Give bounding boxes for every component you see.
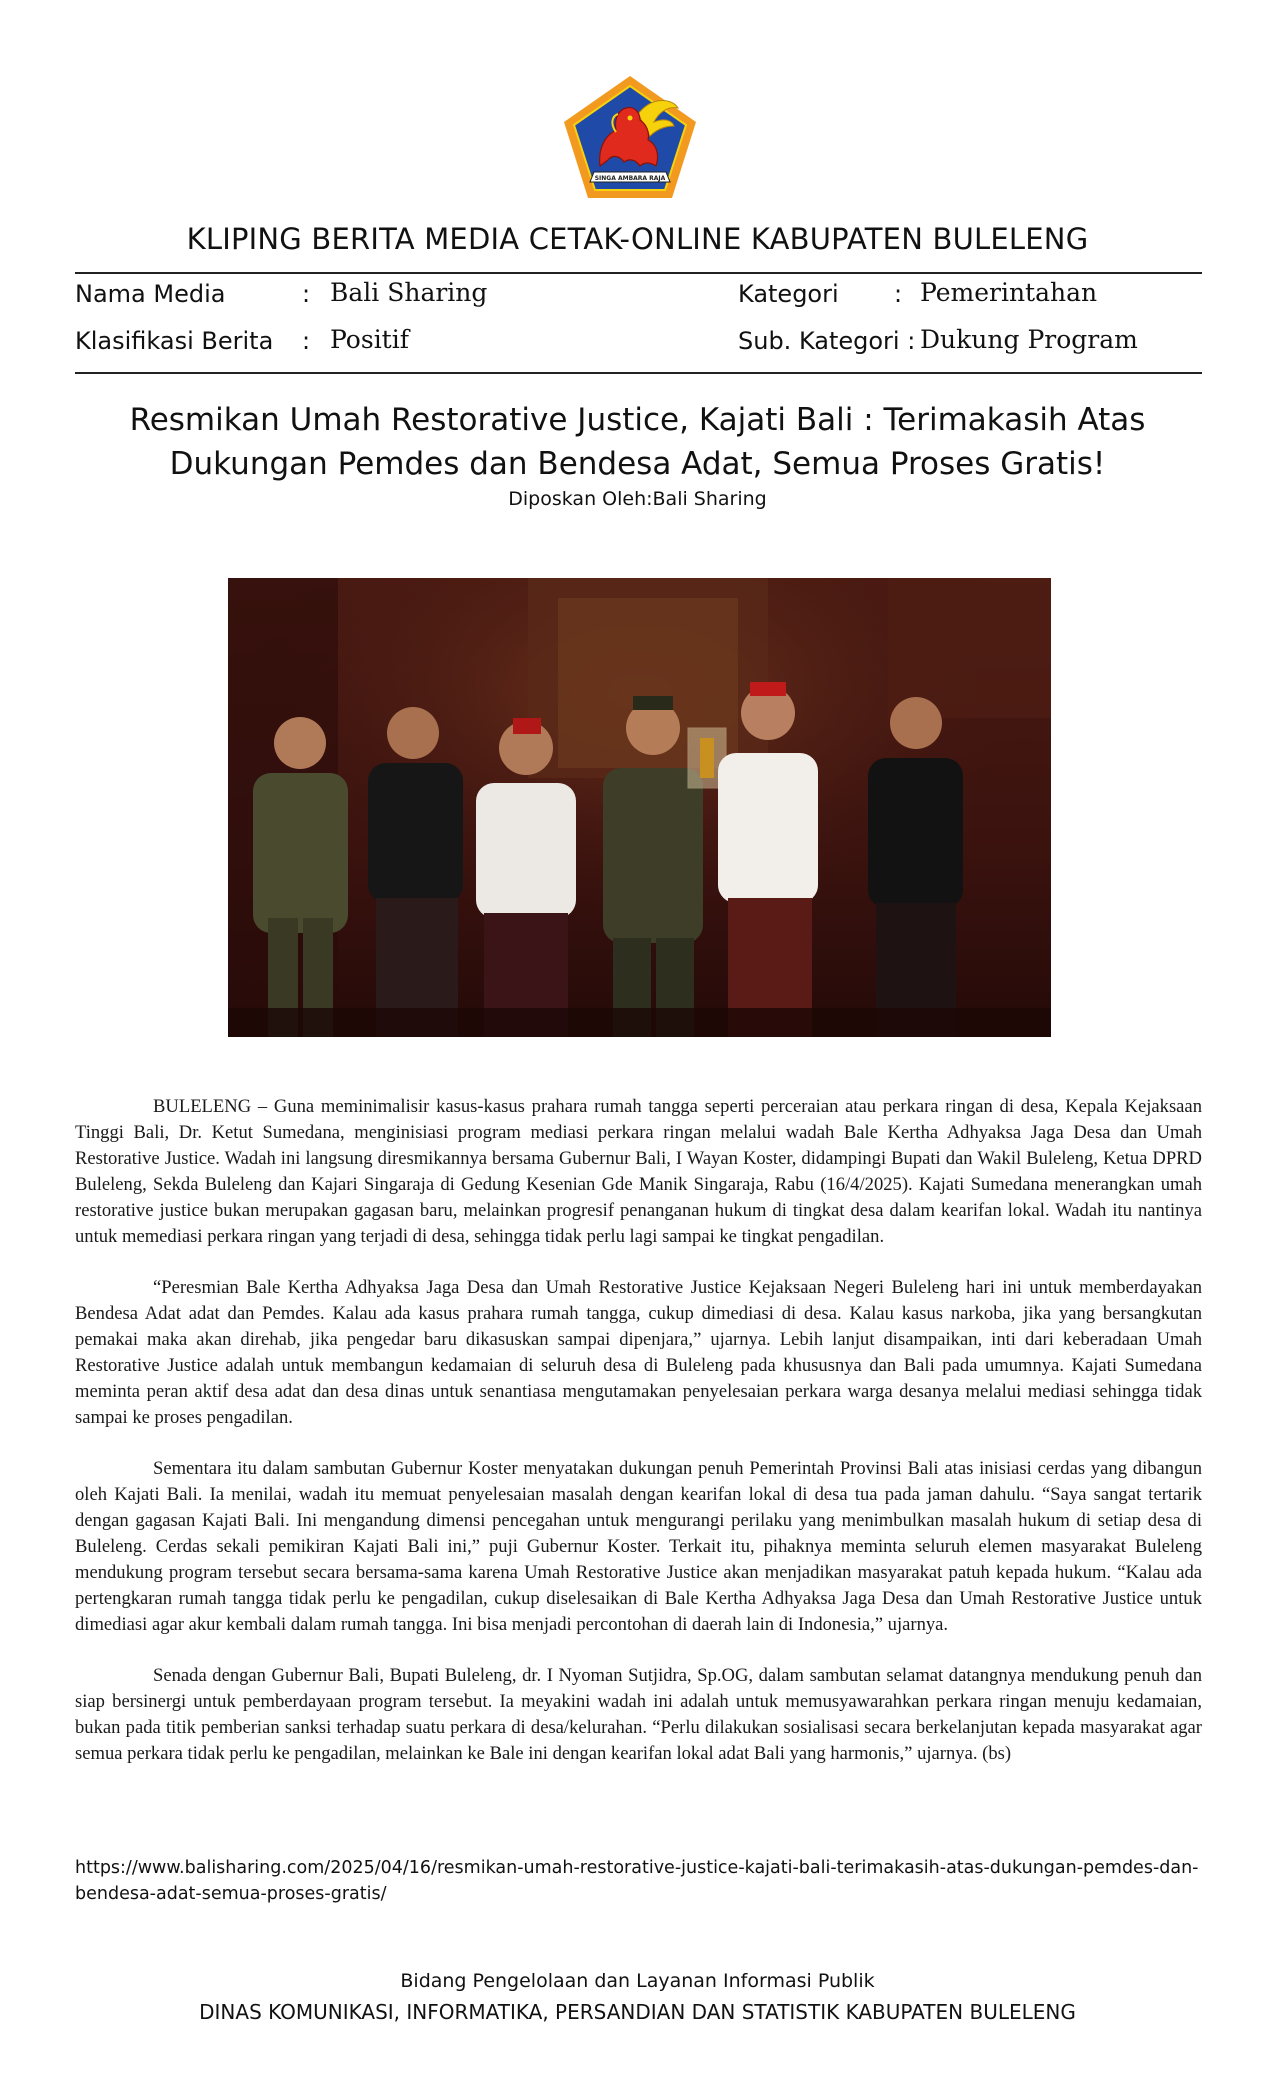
source-url-link[interactable]: https://www.balisharing.com/2025/04/16/resmikan-umah-restorative-justice-kajati-bali-terimakasih-atas-dukungan-pemdes-dan-bendesa-adat-semua-proses-gratis/: [75, 1858, 1199, 1904]
clipping-header-title: KLIPING BERITA MEDIA CETAK-ONLINE KABUPATEN BULELENG: [186, 222, 1089, 256]
kategori-value: Pemerintahan: [920, 278, 1098, 307]
klasifikasi-colon: :: [302, 327, 311, 355]
article-body: [75, 1094, 1202, 1792]
nama-media-value: Bali Sharing: [330, 278, 488, 307]
nama-media-label: Nama Media: [75, 280, 226, 308]
footer-division: Bidang Pengelolaan dan Layanan Informasi Publik: [400, 1970, 875, 1992]
sub-kategori-value: Dukung Program: [920, 325, 1138, 354]
klasifikasi-value: Positif: [330, 325, 409, 354]
kategori-label: Kategori: [738, 280, 839, 308]
article-paragraph: Sementara itu dalam sambutan Gubernur Koster menyatakan dukungan penuh Pemerintah Provinsi Bali atas inisiasi cerdas yang dibangun oleh Kajati Bali. Ia menilai, wadah itu memuat penyelesaian masalah dengan kearifan lokal di desa tua pada jaman dahulu. “Saya sangat tertarik dengan gagasan Kajati Bali. Ini mengandung dimensi pencegahan untuk mengurangi perilaku yang menimbulkan masalah hukum di setiap desa di Buleleng. Cerdas sekali pemikiran Kajati Bali ini,” puji Gubernur Koster. Terkait itu, pihaknya meminta seluruh elemen masyarakat Buleleng mendukung program tersebut secara bersama-sama karena Umah Restorative Justice akan menjadikan masyarakat patuh kepada hukum. “Kalau ada pertengkaran rumah tangga tidak perlu ke pengadilan, cukup diselesaikan di Bale Kertha Adhyaksa Jaga Desa dan Umah Restorative Justice untuk dimediasi agar akur kembali dalam rumah tangga. Ini bisa menjadi percontohan di daerah lain di Indonesia,” ujarnya.: [75, 1458, 1202, 1635]
emblem-banner-text: SINGA AMBARA RAJA: [594, 175, 666, 182]
buleleng-emblem-logo: [560, 74, 700, 202]
article-photo: [228, 578, 1051, 1037]
footer-agency: DINAS KOMUNIKASI, INFORMATIKA, PERSANDIAN DAN STATISTIK KABUPATEN BULELENG: [199, 2000, 1076, 2024]
article-paragraph: “Peresmian Bale Kertha Adhyaksa Jaga Desa dan Umah Restorative Justice Kejaksaan Negeri Buleleng hari ini untuk memberdayakan Bendesa Adat adat dan Pemdes. Kalau ada kasus prahara rumah tangga, cukup dimediasi di desa. Kalau kasus narkoba, jika yang bersangkutan pemakai maka akan direhab, jika pengedar baru dikasuskan sampai dipenjara,” ujarnya. Lebih lanjut disampaikan, inti dari keberadaan Umah Restorative Justice adalah untuk membangun kedamaian di seluruh desa di Buleleng pada khususnya dan Bali pada umumnya. Kajati Sumedana meminta peran aktif desa adat dan desa dinas untuk senantiasa mengutamakan penyelesaian perkara warga desanya melalui mediasi sehingga tidak sampai ke proses pengadilan.: [75, 1277, 1202, 1428]
klasifikasi-label: Klasifikasi Berita: [75, 327, 274, 355]
article-title: [90, 398, 1185, 486]
kategori-colon: :: [894, 280, 903, 308]
article-paragraph: BULELENG – Guna meminimalisir kasus-kasus prahara rumah tangga seperti perceraian atau perkara ringan di desa, Kepala Kejaksaan Tinggi Bali, Dr. Ketut Sumedana, menginisiasi program mediasi perkara ringan melalui wadah Bale Kertha Adhyaksa Jaga Desa dan Umah Restorative Justice. Wadah ini langsung diresmikannya bersama Gubernur Bali, I Wayan Koster, didampingi Bupati dan Wakil Buleleng, Ketua DPRD Buleleng, Sekda Buleleng dan Kajari Singaraja di Gedung Kesenian Gde Manik Singaraja, Rabu (16/4/2025). Kajati Sumedana menerangkan umah restorative justice bukan merupakan gagasan baru, melainkan progresif penanganan hukum di tingkat desa dalam kearifan lokal. Wadah itu nantinya untuk memediasi perkara ringan yang terjadi di desa, sehingga tidak perlu lagi sampai ke tingkat pengadilan.: [75, 1096, 1202, 1247]
header-divider-bottom: [75, 372, 1202, 374]
article-title-line-2: Dukungan Pemdes dan Bendesa Adat, Semua Proses Gratis!: [169, 446, 1106, 482]
sub-kategori-label: Sub. Kategori :: [738, 327, 916, 355]
emblem-icon: [560, 74, 700, 202]
article-posted-by: Diposkan Oleh:Bali Sharing: [508, 488, 767, 510]
nama-media-colon: :: [302, 280, 311, 308]
article-paragraph: Senada dengan Gubernur Bali, Bupati Buleleng, dr. I Nyoman Sutjidra, Sp.OG, dalam sambutan selamat datangnya mendukung penuh dan siap bersinergi untuk pemberdayaan program tersebut. Ia meyakini wadah ini adalah untuk memusyawarahkan perkara ringan menuju kedamaian, bukan pada titik pemberian sanksi terhadap suatu perkara di desa/kelurahan. “Perlu dilakukan sosialisasi secara berkelanjutan kepada masyarakat agar semua perkara tidak perlu ke pengadilan, melainkan ke Bale ini dengan kearifan lokal adat Bali yang harmonis,” ujarnya. (bs): [75, 1665, 1202, 1764]
header-divider-top: [75, 272, 1202, 274]
article-title-line-1: Resmikan Umah Restorative Justice, Kajati Bali : Terimakasih Atas: [129, 402, 1146, 438]
